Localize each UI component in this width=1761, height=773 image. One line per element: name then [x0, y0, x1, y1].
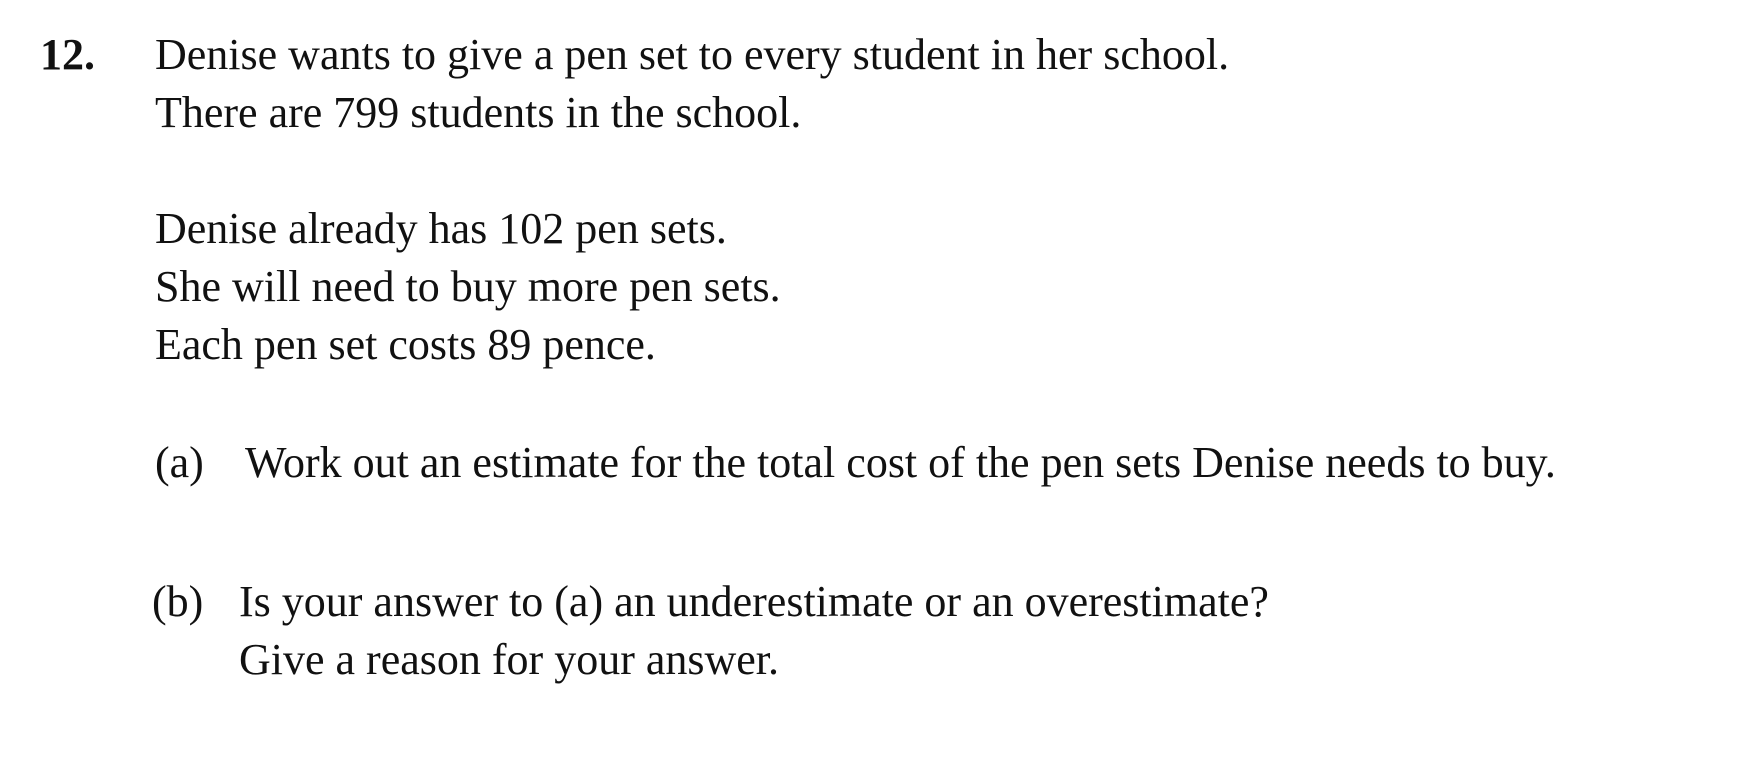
part-b-line: Give a reason for your answer.	[239, 635, 780, 684]
part-a-text	[245, 434, 1556, 492]
part-b-text	[239, 573, 1269, 689]
part-a-label: (a)	[155, 438, 204, 487]
paragraph-gap	[155, 142, 1229, 200]
stem-line: She will need to buy more pen sets.	[155, 262, 781, 311]
part-a-line: Work out an estimate for the total cost of the pen sets Denise needs to buy.	[245, 438, 1556, 487]
part-b-line: Is your answer to (a) an underestimate or an overestimate?	[239, 577, 1269, 626]
part-b-label: (b)	[152, 577, 204, 626]
question-number: 12.	[40, 30, 95, 79]
question-stem	[155, 26, 1229, 374]
stem-line: Denise wants to give a pen set to every student in her school.	[155, 30, 1230, 79]
stem-line: Each pen set costs 89 pence.	[155, 320, 656, 369]
stem-line: Denise already has 102 pen sets.	[155, 204, 727, 253]
stem-line: There are 799 students in the school.	[155, 88, 802, 137]
